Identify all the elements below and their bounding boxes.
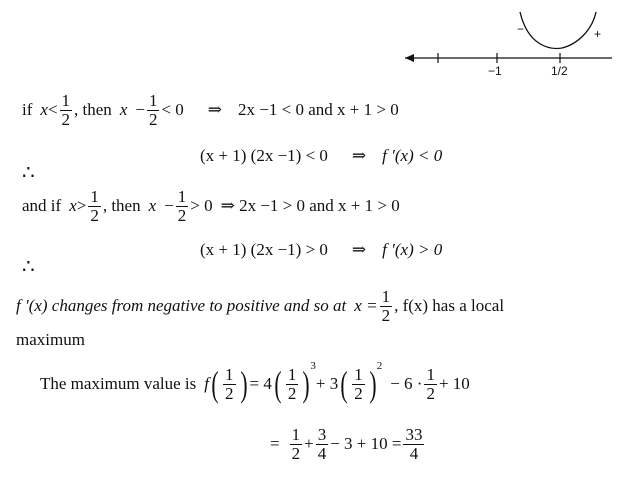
gt-zero: > 0	[190, 196, 213, 216]
variable-x: x	[40, 100, 48, 120]
tick-label-one-half: 1/2	[551, 64, 568, 78]
variable-x: x	[119, 100, 128, 120]
therefore-symbol: ∴	[22, 256, 35, 278]
fraction-one-half: $\frac{1}{2}$	[287, 365, 297, 403]
and-if-words: and if	[22, 196, 62, 216]
number-line-left-arrow	[405, 54, 414, 62]
product-inequality-line-1	[200, 146, 442, 166]
plus-sign: +	[304, 434, 314, 454]
then-word: , then	[74, 100, 112, 120]
exponent-two: 2	[376, 360, 383, 373]
maximum-word: maximum	[16, 330, 85, 349]
product-expression: (x + 1) (2x −1) < 0	[200, 146, 328, 165]
implies-sign: ⇒	[351, 146, 367, 165]
exponent-three: 3	[310, 360, 316, 373]
tick-label-minus-one: −1	[488, 64, 502, 78]
condition-result: ⇒ 2x −1 > 0 and x + 1 > 0	[220, 196, 400, 216]
condition-line-1	[22, 92, 399, 129]
if-word: if	[22, 100, 33, 120]
then-word: , then	[102, 196, 141, 216]
equals-sign: =	[270, 434, 280, 454]
fraction-one-half: $\frac{1}{2}$	[61, 91, 71, 129]
maximum-value-line: The maximum value is f ( $\frac{1}{2}$ ) = 4 ( $\frac{1}{2}$ ) 3 + 3 ( $\frac{1}{2}$ ) 2 − 6 · $\frac{1}{2}$ + 10	[40, 360, 470, 405]
lt-sign: <	[47, 100, 58, 120]
product-expression: (x + 1) (2x −1) > 0	[200, 240, 328, 259]
minus-six-dot: − 6 ·	[390, 374, 423, 394]
variable-x: x	[148, 196, 157, 216]
fraction-one-half: $\frac{1}{2}$	[426, 365, 435, 403]
fraction-three-quarters: $\frac{3}{4}$	[317, 425, 327, 463]
fraction-result: $\frac{33}{4}$	[405, 425, 423, 463]
derivative-result: f ′(x) > 0	[382, 240, 443, 259]
equals-four: = 4	[249, 374, 272, 394]
condition-line-2	[22, 188, 400, 225]
conclusion-line	[16, 288, 504, 325]
fraction-one-half: $\frac{1}{2}$	[177, 187, 187, 225]
implies-sign: ⇒	[351, 240, 367, 259]
fraction-one-half: $\frac{1}{2}$	[225, 365, 234, 403]
fraction-one-half: $\frac{1}{2}$	[354, 365, 363, 403]
implies-sign: ⇒	[207, 100, 223, 120]
sign-curve	[520, 12, 596, 48]
fraction-one-half: $\frac{1}{2}$	[90, 187, 99, 225]
plus-ten: + 10	[438, 374, 470, 394]
maximum-value-label: The maximum value is	[40, 374, 197, 394]
fraction-one-half: $\frac{1}{2}$	[381, 287, 391, 325]
condition-result: 2x −1 < 0 and x + 1 > 0	[238, 100, 399, 120]
plus-sign-label: +	[594, 27, 602, 41]
function-f: f	[204, 374, 210, 394]
number-line-diagram	[400, 8, 615, 78]
therefore-symbol: ∴	[22, 162, 35, 184]
arithmetic-middle: − 3 + 10 =	[330, 434, 402, 454]
x-equals: x =	[354, 296, 378, 316]
variable-x: x	[69, 196, 77, 216]
minus-sign: −	[164, 196, 174, 216]
conclusion-text-2: , f(x) has a local	[394, 296, 505, 316]
fraction-one-half: $\frac{1}{2}$	[148, 91, 158, 129]
simplification-line	[270, 426, 426, 463]
derivative-result: f ′(x) < 0	[382, 146, 443, 165]
minus-sign: −	[135, 100, 145, 120]
lt-zero: < 0	[161, 100, 184, 120]
gt-sign: >	[76, 196, 87, 216]
fraction-one-half: $\frac{1}{2}$	[291, 425, 301, 463]
minus-sign-label: −	[517, 22, 525, 36]
conclusion-text: f ′(x) changes from negative to positive and so at	[16, 296, 347, 316]
plus-three: + 3	[315, 374, 339, 394]
product-inequality-line-2	[200, 240, 442, 260]
